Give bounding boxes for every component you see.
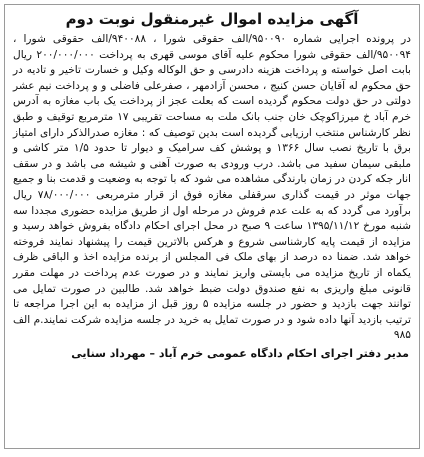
notice-body: در پرونده اجرایی شماره ۹۵۰۰۹۰/الف حقوقی شورا ، ۹۴۰۰۸۸/الف حقوقی شورا ، ۹۵۰۰۹۴/الف حقوقی شورا محکوم علیه آقای موسی قهری به پرداخت ۲۰۰/۰۰۰/۰۰۰ ریال بابت اصل خواسته و پرداخت هزینه دادرسی و حق الوکاله وکیل و خسارت تاخیر و تادیه در حق محکوم له آقایان حسن کنیج ، محسن آزادمهر ، صفرعلی فاضلی و و پرداخت نیم عشر دولتی در حق دولت محکوم گردیده است که بعلت عجز از پرداخت یک باب مغازه به آدرس خرم آباد خ میرزاکوچک خان جنب بانک ملت به مساحت تقریبی ۱۷ مترمربع توقیف و طبق نظر کارشناس منتخب ارزیابی گردیده است بدین توصیف که : مغازه صدرالذکر دارای امتیاز برق با تاریخ نصب سال ۱۳۶۶ و پوشش کف سرامیک و دیوار تا حدود ۱/۵ متر کاشی و ملبقی سیمان سفید می باشد. درب ورودی به صورت آهنی و شیشه می باشد و در سقف انار جکه کردن در زمان بارندگی مشاهده می شود که با توجه به وضعیت و قدمت بنا و جمیع جهات موثر در قیمت گذاری سرقفلی مغازه فوق از قرار مترمربعی ۷۸/۰۰۰/۰۰۰ ریال برآورد می گردد که به علت عدم فروش در مرحله اول از طریق مزایده حضوری مجددا سه شنبه مورخ ۱۳۹۵/۱۱/۱۲ ساعت ۹ صبح در محل اجرای احکام دادگاه بفروش خواهد رسید و مزایده از قیمت پایه کارشناسی شروع و هرکس بالاترین قیمت را پیشنهاد نمایند فروخته خواهد شد. ضمنا ده درصد از بهای ملک فی المجلس از برنده مزایده اخذ و الباقی ظرف یکماه از تاریخ مزایده می بایستی واریز نمایند و در صورت عدم پرداخت در مهلت مقرر قانونی مبلغ واریزی به نفع صندوق دولت ضبط خواهد شد. طالبین در صورت تمایل می توانند جهت بازدید و حضور در جلسه مزایده ۵ روز قبل از مزایده به این اجرا مراجعه تا ترتیب بازدید آنها داده شود و در صورت تمایل به خرید در جلسه مزایده شرکت نمایند.م الف ۹۸۵ [13,33,412,342]
notice-title: آگهی مزایده اموال غیرمنقول نوبت دوم [65,10,359,28]
auction-notice [4,4,420,449]
notice-signature: مدیر دفتر اجرای احکام دادگاه عمومی خرم آباد – مهرداد سنایی [71,346,409,360]
